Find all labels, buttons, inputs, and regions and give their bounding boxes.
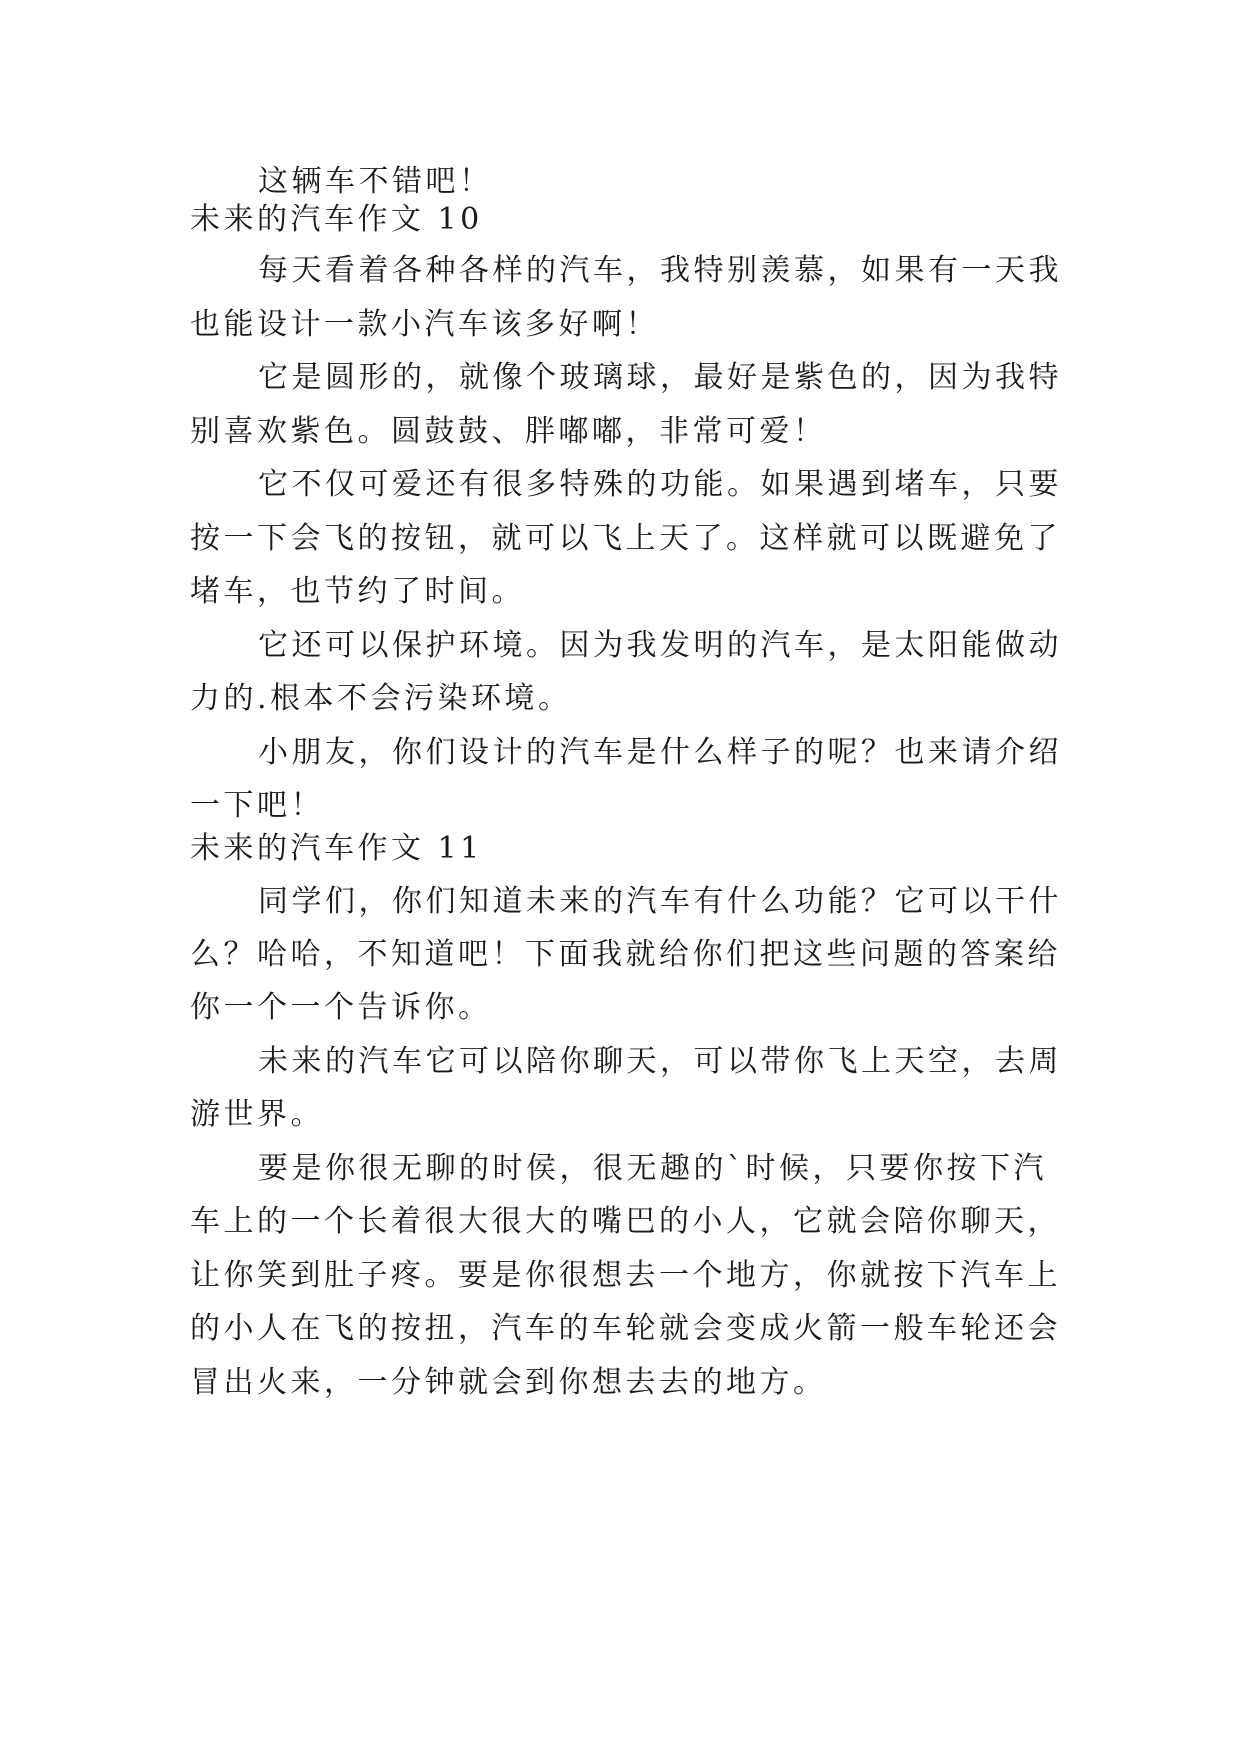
paragraph-line: 要是你很无聊的时侯，很无趣的`时候，只要你按下汽: [258, 1151, 1047, 1186]
paragraph-line: 也能设计一款小汽车该多好啊！: [190, 307, 659, 342]
paragraph-line: 一下吧！: [190, 788, 324, 823]
paragraph-line: 么？哈哈，不知道吧！下面我就给你们把这些问题的答案给: [190, 937, 1061, 972]
paragraph-line: 别喜欢紫色。圆鼓鼓、胖嘟嘟，非常可爱！: [190, 414, 827, 449]
paragraph-line: 让你笑到肚子疼。要是你很想去一个地方，你就按下汽车上: [190, 1258, 1061, 1293]
section-heading: 未来的汽车作文 11: [190, 831, 483, 866]
paragraph-line: 堵车，也节约了时间。: [190, 574, 525, 609]
section-heading: 未来的汽车作文 10: [190, 202, 483, 237]
paragraph-line: 按一下会飞的按钮，就可以飞上天了。这样就可以既避免了: [190, 521, 1061, 556]
paragraph-line: 它是圆形的，就像个玻璃球，最好是紫色的，因为我特: [258, 360, 1062, 395]
paragraph-line: 车上的一个长着很大很大的嘴巴的小人，它就会陪你聊天，: [190, 1204, 1061, 1239]
paragraph-line: 的小人在飞的按扭，汽车的车轮就会变成火箭一般车轮还会: [190, 1311, 1061, 1346]
paragraph-line: 它不仅可爱还有很多特殊的功能。如果遇到堵车，只要: [258, 467, 1062, 502]
paragraph-line: 你一个一个告诉你。: [190, 990, 492, 1025]
paragraph-line: 这辆车不错吧！: [258, 164, 493, 199]
paragraph-line: 未来的汽车它可以陪你聊天，可以带你飞上天空，去周: [258, 1044, 1062, 1079]
paragraph-line: 同学们，你们知道未来的汽车有什么功能？它可以干什: [258, 884, 1062, 919]
paragraph-line: 游世界。: [190, 1097, 324, 1132]
paragraph-line: 冒出火来，一分钟就会到你想去去的地方。: [190, 1365, 827, 1400]
paragraph-line: 它还可以保护环境。因为我发明的汽车，是太阳能做动: [258, 628, 1062, 663]
paragraph-line: 每天看着各种各样的汽车，我特别羡慕，如果有一天我: [258, 253, 1062, 288]
paragraph-line: 力的.根本不会污染环境。: [190, 681, 572, 716]
paragraph-line: 小朋友，你们设计的汽车是什么样子的呢？也来请介绍: [258, 735, 1062, 770]
